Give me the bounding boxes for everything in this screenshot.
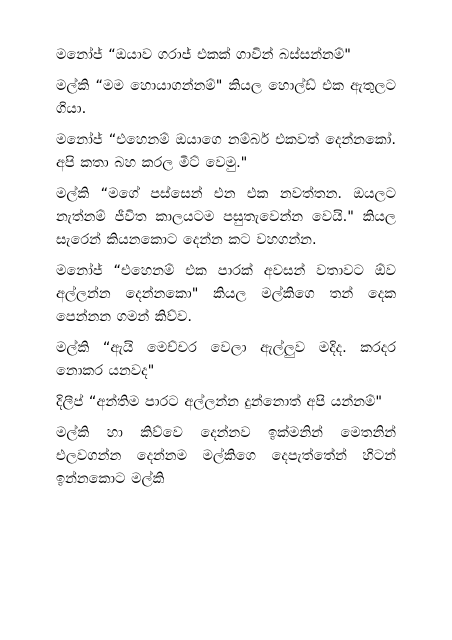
paragraph: මල්කි “ඇයි මෙච්චර වෙලා ඇල්ලුව මදිද. කරදර නොකර යනවද" (56, 340, 396, 379)
paragraph: මනෝජ් “එහෙනම් ඔයාගෙ නම්බර් එකවත් දෙන්නකෝ. අපි කතා බහ කරල මීට් වෙමු." (56, 132, 396, 171)
paragraph: මනෝජ් “එහෙනම් එක පාරක් අවසන් වතාවට ඕව අල්ලන්න දෙන්නකො" කියල මල්කිගෙ තන් දෙක පෙන්නන ගමන් කිව්ව. (56, 263, 396, 325)
paragraph: මල්කි හා කිව්වෙ දෙන්නව ඉක්මනින් මෙතනින් එලවගන්න දෙන්නම මල්කිගෙ දෙපැත්තේන් හිටන් ඉන්නකොට මල්කි (56, 425, 396, 487)
paragraph: මල්කි “මම හොයාගන්නම්" කියල හොල්ඩ් එක ඇතුලට ගියා. (56, 78, 396, 117)
paragraph: මනෝජ් “ඔයාව ගරාජ් එකක් ගාවින් බස්සන්නම්" (56, 47, 351, 63)
paragraph: දිලීප් “අන්තිම පාරට අල්ලන්න දුන්නොත් අපි යන්නම්" (56, 394, 382, 410)
paragraph: මල්කි “මගේ පස්සෙන් එන එක නවත්තන. ඔයලට නැත්නම් ජීවිත කාලයටම පසුතැවෙන්න වෙයි." කියල සැරෙන් කියනකොට දෙන්න කට වහගන්න. (56, 186, 396, 248)
